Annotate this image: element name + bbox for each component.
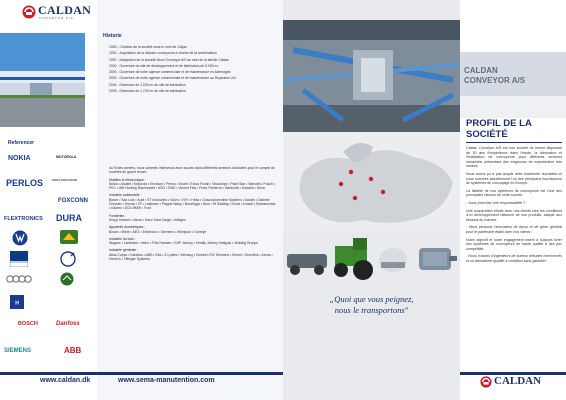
svg-text:H: H <box>15 300 19 307</box>
logo-motorola: MOTOROLA <box>56 155 77 159</box>
footer-logo-wordmark: CALDAN <box>494 375 542 387</box>
reference-logos <box>4 150 97 365</box>
group-title: Fonderies : <box>109 213 126 218</box>
caldan-website-link[interactable]: www.caldan.dk <box>40 377 91 384</box>
profile-question: - Vous cherchez une responsabilité ? <box>466 200 525 205</box>
audi-logo-icon <box>6 275 32 283</box>
slogan-line-2: nous le transportons" <box>334 305 409 315</box>
history-item: 2009 - Extension de 1.700 m² du site de fabrication <box>109 89 186 94</box>
logo-danfoss: Danfoss <box>56 321 80 327</box>
group-text: Bosch • Miele • AEG • Electrolux • Siemens • Whirlpool • Gorenje <box>109 229 207 234</box>
group-title: Appareils domestiques : <box>109 225 146 230</box>
logo-dura: DURA <box>56 213 82 223</box>
headquarters-photo <box>0 33 85 127</box>
history-item: 2000 - Ouverture du site de développement et de fabrication de 5.000 m² <box>109 63 219 68</box>
gray-band <box>460 96 566 118</box>
deutz-logo-icon <box>10 251 28 267</box>
history-item: 1992 - Acquisition de la division convoyeurs à chaîne de la combinaison <box>109 51 217 56</box>
profile-title: PROFIL DE LA SOCIÉTÉ <box>466 118 532 140</box>
helmet-icon <box>379 248 407 272</box>
left-bottom-bar <box>0 372 97 375</box>
group-title: Industrie du bois : <box>109 236 136 241</box>
logo-perlos: PERLOS <box>6 178 44 188</box>
history-item: 2004 - Extension de 1.000 m² du site de fabrication <box>109 82 186 87</box>
group-title: Industrie automobile : <box>109 193 142 198</box>
profile-paragraph: Une coopération étroite avec nos clients crée les conditions d'un développement rationnel de nos produits, adapté aux besoins du marché. <box>466 208 562 222</box>
logo-flextronics: FLEXTRONICS <box>4 216 43 222</box>
building-illustration <box>0 33 85 127</box>
caldan-logo <box>22 3 102 21</box>
history-item: 2002 - Ouverture de notre agence commerciale et de maintenance au Royaume-Uni <box>109 76 236 81</box>
right-panel <box>460 0 566 400</box>
group-text: Wagner • Lanbidas • Velux • Fritz Hansen • SSP Joinery • Vestfly Joinery Vestjysk • Viskelig Groups <box>109 241 258 246</box>
skoda-logo-icon <box>60 272 74 286</box>
volvo-logo-icon <box>60 251 76 267</box>
volkswagen-logo-icon <box>12 230 28 246</box>
europe-map <box>283 132 460 232</box>
product-illustrations <box>283 236 460 296</box>
history-item: 1997 - Intégration de la société Alcon Conveyor A/S au sein de la famille Caldan <box>109 57 230 62</box>
slogan-line-1: „Quoi que vous peignez, <box>329 294 414 304</box>
footer-logo-mark-icon <box>480 376 492 388</box>
factory-illustration <box>283 20 460 132</box>
profile-divider <box>466 142 562 143</box>
group-title: Mobiles et électronique : <box>109 177 146 182</box>
sema-website-link[interactable]: www.sema-manutention.com <box>118 377 215 384</box>
logo-nokia: NOKIA <box>8 155 31 162</box>
footer-caldan-logo <box>480 374 560 390</box>
history-item: 2000 - Ouverture de notre agence commerciale et de maintenance en Allemagne <box>109 70 231 75</box>
profile-paragraph: Notre objectif et notre engagement visent à toujours livrer des systèmes de convoyeurs de haute qualité à des prix compétitifs. <box>466 237 562 251</box>
john-deere-logo-icon <box>60 230 78 244</box>
history-list <box>109 45 277 95</box>
caldan-logo-mark-icon <box>22 5 36 19</box>
logo-sony-ericsson: SONY ERICSSON <box>52 178 77 182</box>
references-label: Referencer <box>8 140 35 146</box>
slogan <box>283 294 460 316</box>
right-top-band <box>460 0 566 52</box>
middle-bottom-bar <box>97 372 283 375</box>
profile-text <box>466 146 562 266</box>
logo-tagline: CONVEYOR A/S <box>39 16 74 20</box>
company-name-suffix: CONVEYOR A/S <box>464 76 526 85</box>
center-image-panel <box>283 0 460 400</box>
profile-paragraph: Caldan Conveyor A/S est une société de renom disposant de 30 ans d'expérience dans l'étude, la fabrication et l'installation de convoyeurs pour différents secteurs industriels présentant des exigences de manutention très variées. <box>466 146 562 169</box>
logo-bosch: BOSCH <box>18 321 38 327</box>
group-text: Atlas Copco • Danfoss • ABB • Ella • Z-Lydtes • Verhaug • Kinnes LRIV Siemens • Kimmi • Grundfos • Arena • Henrich • Flitinger Systems <box>109 252 273 262</box>
history-header <box>97 33 283 41</box>
group-title: Industrie générale : <box>109 248 139 253</box>
logo-wordmark: CALDAN <box>38 3 92 17</box>
history-item: 1963 - Création de la société sous le nom de Caljan <box>109 45 187 49</box>
profile-question: - Nous n'avons d'ingénieurs de bureau d'études chevronnés et un laboratoire qualifié à condition sans garantie ! <box>466 254 562 263</box>
profile-paragraph: La fiabilité de nos systèmes de convoyeurs est l'une des principales raisons de notre succès. <box>466 188 562 198</box>
left-panel <box>0 0 97 400</box>
logo-siemens: SIEMENS <box>4 348 32 354</box>
group-text: Nokia • Alcatel • Motorola • Ericsson • Perlos • Koarli • Elcoa Foxall • Visiochips • Paint Star • Wavotel • Pusch • PKC • AW Hunting Rauhnaheit • ASG • EMZ • Vecent Flos • Fixes Perfarrox • Bartovick • Bavaria • Nova <box>109 181 276 191</box>
company-name: CALDAN <box>464 66 498 75</box>
europe-map-illustration <box>283 132 460 232</box>
clients-intro: Au fil des années, nous sommes intervenus avec succès dans différents secteurs d'activités pour le compte de sociétés de grand renom. <box>109 166 275 175</box>
group-text: Krupp Hoesch • Alcoa • Hanz Gast Zarge • Innligen <box>109 217 186 222</box>
history-label: Historie <box>103 33 122 39</box>
logo-foxconn: FOXCONN <box>58 198 88 204</box>
company-name-heading <box>464 66 525 86</box>
group-text: Bosch / Sao Luis • Audi • ST Industries • Volvo • VVV • Hella • Gosa Automotive Systems • Autoliv • Daimler Chrysler • Honda • ZF • Lasltrans • Plague Wasy • Bunchyga • Nios • Hf Saaling • Deutz • Kostal • Seanshocker • Kautex • DOL BMW • Ford <box>109 197 276 211</box>
profile-question: - Nous pensons l'innovation de façon et de gérer général pour le partenaire établi avec nos clients ! <box>466 225 562 234</box>
hella-logo-icon <box>10 295 24 309</box>
logo-abb: ABB <box>64 346 82 355</box>
profile-paragraph: Nous avons pu à pas acquis cette excellente réputation et nous sommes actuellement l'un des principaux fournisseurs de systèmes de convoyage en Europe. <box>466 171 562 186</box>
clients-text <box>109 166 277 264</box>
factory-conveyor-photo <box>283 20 460 132</box>
middle-panel <box>97 0 283 400</box>
